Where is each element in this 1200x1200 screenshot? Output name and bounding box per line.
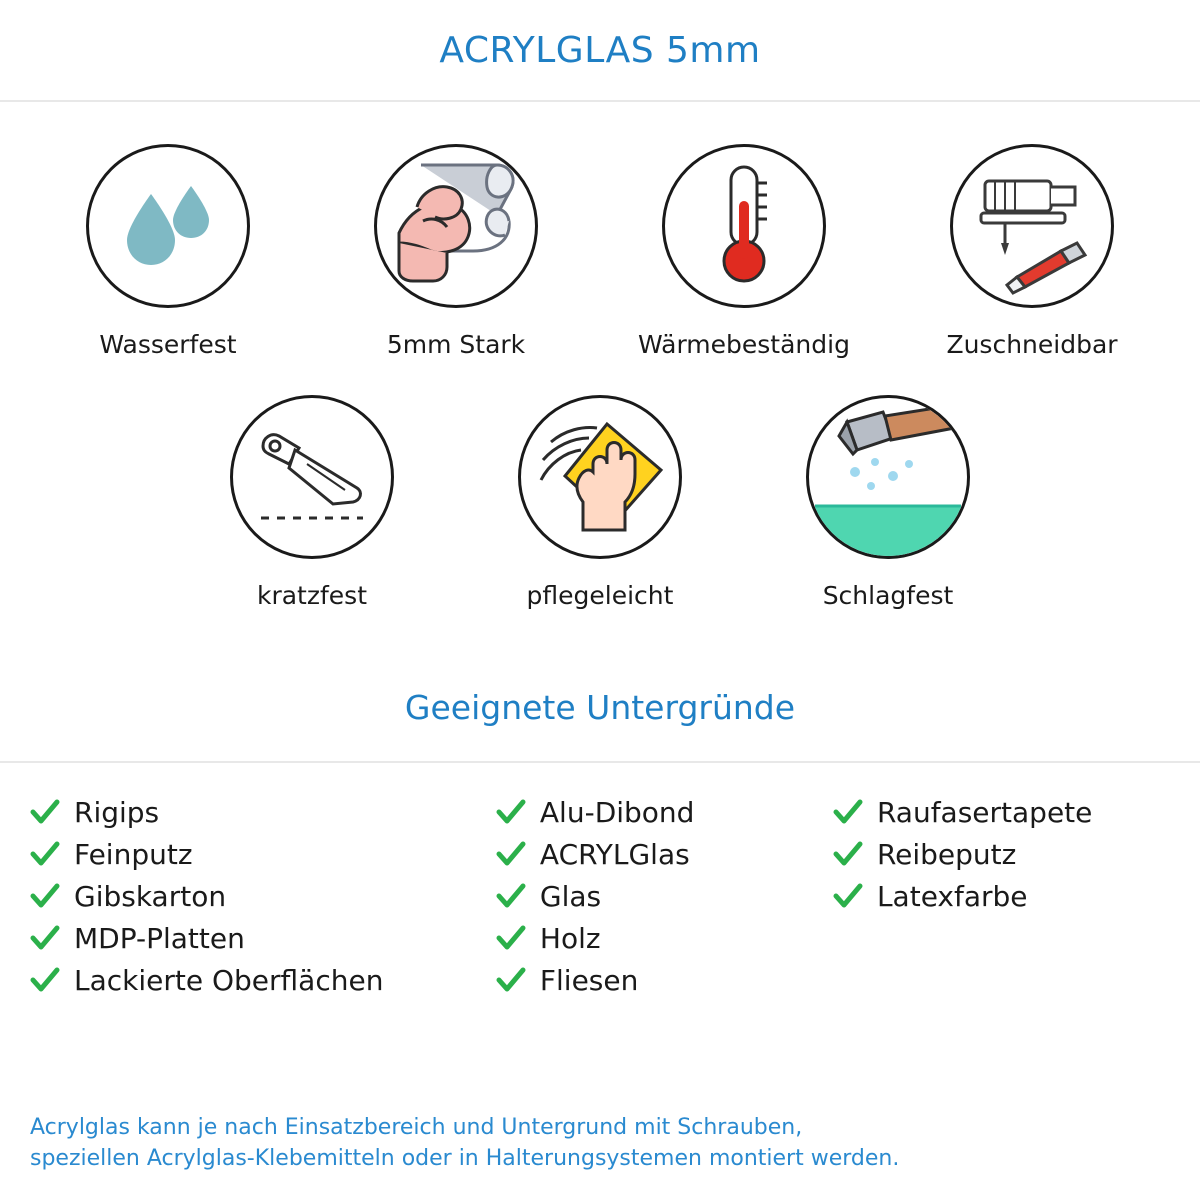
substrates-column-1 [30,791,496,1001]
list-item [30,833,496,875]
list-item-label: Fliesen [539,963,639,997]
jigsaw-cutter-icon [957,151,1107,301]
substrates-heading-wrap [0,688,1200,727]
list-item-label: ACRYLGlas [539,837,690,871]
knife-scratch-icon [237,402,387,552]
feature-icon-circle [806,395,970,559]
feature-kratzfest [196,395,428,610]
feature-icon-circle [662,144,826,308]
check-icon [30,923,60,953]
check-icon [833,881,863,911]
list-item [833,833,1170,875]
feature-grid [0,102,1200,610]
feature-schlagfest [772,395,1004,610]
list-item [30,917,496,959]
list-item-label: Glas [539,879,602,913]
check-icon [833,839,863,869]
list-item [30,791,496,833]
feature-row-2 [0,395,1200,610]
list-item-label: Gibskarton [74,879,227,913]
list-item [496,833,833,875]
page-title: ACRYLGLAS 5mm [439,29,761,71]
feature-label: kratzfest [256,581,367,610]
feature-label: Zuschneidbar [946,330,1118,359]
feature-label: pflegeleicht [526,581,674,610]
feature-wasserfest [52,144,284,359]
feature-icon-circle [518,395,682,559]
list-item-label: Rigips [74,795,160,829]
check-icon [496,797,526,827]
feature-label: Schlagfest [822,581,954,610]
flexing-arm-icon [377,147,535,305]
check-icon [30,797,60,827]
list-item-label: Raufasertapete [876,795,1093,829]
feature-label: 5mm Stark [386,330,526,359]
check-icon [30,965,60,995]
thermometer-icon [709,161,779,291]
feature-icon-circle [86,144,250,308]
check-icon [30,839,60,869]
list-item [30,959,496,1001]
list-item-label: Reibeputz [876,837,1017,871]
feature-label: Wärmebeständig [638,330,850,359]
list-item-label: Alu-Dibond [539,795,695,829]
list-item [833,875,1170,917]
list-item-label: Feinputz [74,837,193,871]
footer-note [30,1112,1186,1174]
list-item-label: MDP-Platten [74,921,245,955]
check-icon [833,797,863,827]
feature-5mm-stark [340,144,572,359]
list-item [496,875,833,917]
feature-waermebestaendig [628,144,860,359]
footer-note-line-1: Acrylglas kann je nach Einsatzbereich und Untergrund mit Schrauben, [30,1114,803,1140]
check-icon [496,923,526,953]
feature-pflegeleicht [484,395,716,610]
check-icon [30,881,60,911]
list-item [30,875,496,917]
feature-icon-circle [950,144,1114,308]
hammer-impact-icon [809,398,967,556]
substrates-list [0,763,1200,1001]
list-item-label: Lackierte Oberflächen [74,963,384,997]
feature-zuschneidbar [916,144,1148,359]
list-item [496,917,833,959]
check-icon [496,839,526,869]
feature-row-1 [0,144,1200,359]
substrates-heading: Geeignete Untergründe [404,688,796,727]
feature-icon-circle [374,144,538,308]
feature-label: Wasserfest [99,330,237,359]
header-bar [0,0,1200,102]
list-item-label: Latexfarbe [876,879,1028,913]
list-item [833,791,1170,833]
check-icon [496,881,526,911]
list-item-label: Holz [539,921,601,955]
substrates-column-2 [496,791,833,1001]
list-item [496,959,833,1001]
water-drops-icon [113,176,223,276]
check-icon [496,965,526,995]
footer-note-line-2: speziellen Acrylglas-Klebemitteln oder in Halterungsystemen montiert werden. [30,1145,900,1171]
substrates-column-3 [833,791,1170,1001]
hand-cleaning-cloth-icon [521,398,679,556]
list-item [496,791,833,833]
feature-icon-circle [230,395,394,559]
